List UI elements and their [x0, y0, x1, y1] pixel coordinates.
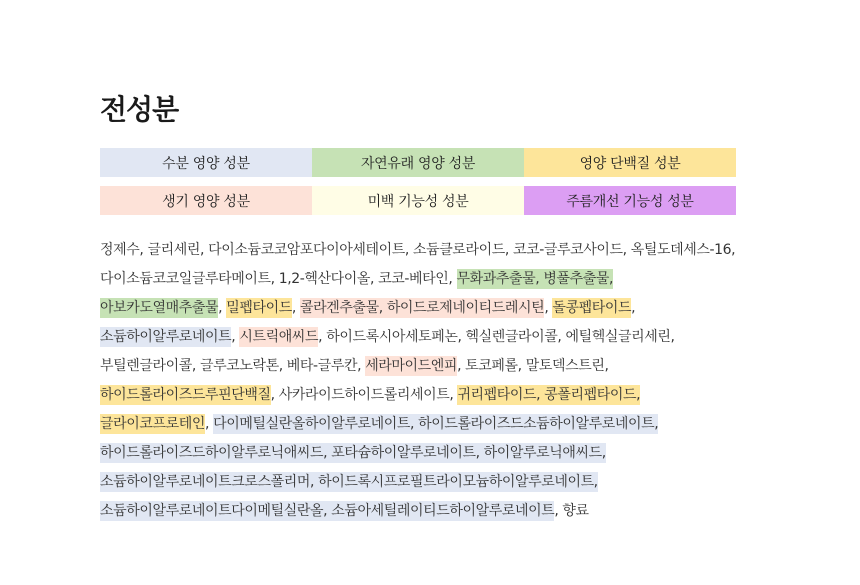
legend-natural: 자연유래 영양 성분 [312, 148, 524, 177]
highlighted-ingredient-protein: 귀리펩타이드, 콩폴리펩타이드, 글라이코프로테인 [100, 387, 641, 432]
ingredient-text: , [231, 329, 240, 345]
page-title: 전성분 [100, 93, 179, 126]
ingredient-text: , [544, 300, 553, 316]
ingredient-text: 정제수, 글리세린, 다이소듐코코암포다이아세테이트, 소듐클로라이드, 코코-글루코사이드, 옥틸도데세스-16, 다이소듐코코일글루타메이트, 1,2-헥산다이올, 코코-베타인, [100, 242, 736, 287]
ingredient-text: , 토코페롤, 말토덱스트린, [457, 358, 609, 374]
highlighted-ingredient-vitality: 세라마이드엔피 [365, 358, 458, 374]
highlighted-ingredient-protein: 돌콩펩타이드 [552, 300, 632, 316]
ingredient-text: , 하이드록시아세토페논, 헥실렌글라이콜, 에틸헥실글리세린, 부틸렌글라이콜, 글루코노락톤, 베타-글루칸, [100, 329, 675, 374]
ingredient-text: , 사카라이드하이드롤리세이트, [270, 387, 458, 403]
category-legend [100, 148, 736, 224]
ingredient-text: , 향료 [554, 503, 589, 519]
legend-moisture: 수분 영양 성분 [100, 148, 312, 177]
highlighted-ingredient-moisture: 다이메틸실란올하이알루로네이트, 하이드롤라이즈드소듐하이알루로네이트, 하이드롤라이즈드하이알루로닉애씨드, 포타슘하이알루로네이트, 하이알루로닉애씨드, 소듐하이알루로네이트크로스폴리머, 하이드록시프로필트라이모늄하이알루로네이트, 소듐하이알루로네이트다이메틸실란올, 소듐아세틸레이티드하이알루로네이트 [100, 416, 659, 519]
legend-row [100, 148, 736, 177]
ingredient-text: , [631, 300, 636, 316]
highlighted-ingredient-vitality: 시트릭애씨드 [239, 329, 319, 345]
legend-vitality: 생기 영양 성분 [100, 186, 312, 215]
highlighted-ingredient-protein: 하이드롤라이즈드루핀단백질 [100, 387, 271, 403]
legend-protein: 영양 단백질 성분 [524, 148, 736, 177]
ingredient-text: , [218, 300, 227, 316]
highlighted-ingredient-protein: 밀펩타이드 [226, 300, 292, 316]
highlighted-ingredient-vitality: 콜라겐추출물, 하이드로제네이티드레시틴 [299, 300, 545, 316]
highlighted-ingredient-natural: 무화과추출물, 병풀추출물, 아보카도열매추출물 [100, 271, 614, 316]
highlighted-ingredient-moisture: 소듐하이알루로네이트 [100, 329, 232, 345]
ingredient-text: , [291, 300, 300, 316]
ingredient-list [100, 236, 736, 526]
legend-wrinkle: 주름개선 기능성 성분 [524, 186, 736, 215]
legend-whitening: 미백 기능성 성분 [312, 186, 524, 215]
ingredient-text: , [205, 416, 214, 432]
legend-row [100, 186, 736, 215]
